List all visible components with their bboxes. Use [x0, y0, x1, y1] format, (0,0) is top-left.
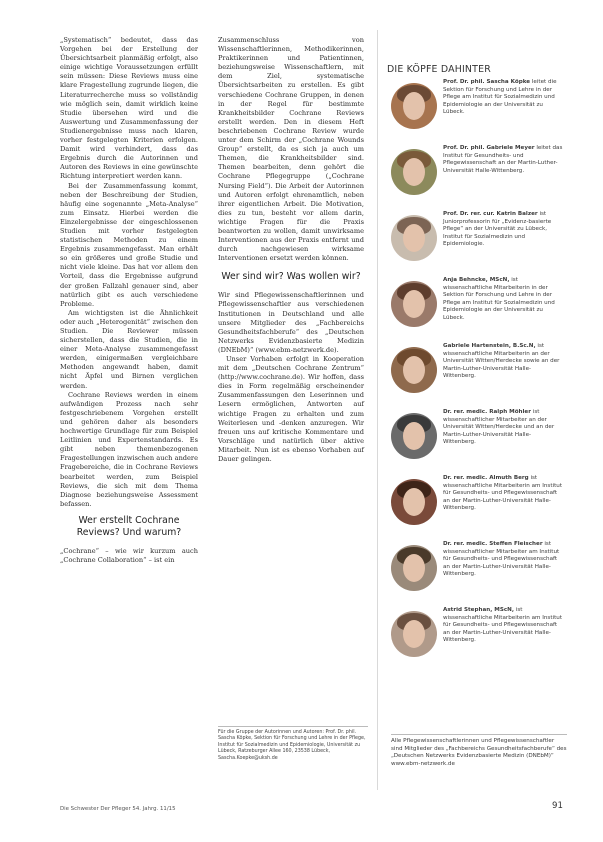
author-bio: leitet die Sektion für Forschung und Lehre in der Pflege am Institut für Sozialmedizin und Epidemiologie an der Universität zu Lübeck. [443, 79, 557, 116]
author-name: Prof. Dr. rer. cur. Katrin Balzer [443, 211, 538, 217]
face-shape [403, 488, 425, 516]
paragraph: Zusammenschluss von Wissenschaftlerinnen, Methodikerinnen, Praktikerinnen und Patientinnen, beziehungsweise Wissenschaftlern, mit dem Ziel, systematische Übersichtsarbeiten zu erstellen. Es gibt verschiedene Cochrane Gruppen, in denen in der Regel für bestimmte Krankheitsbilder Cochrane Reviews erstellt werden. Den in diesem Heft beschriebenen Cochrane Review wurde unter dem Schirm der „Cochrane Wounds Group“ erstellt, da es sich ja auch um Themen, die Krankheitsbilder sind. Themen bearbeiten, denn gehört die Cochrane Pflegegruppe („Cochrane Nursing Field“). Die Arbeit der Autorinnen und Autoren erfolgt ehrenamtlich, neben ihrer eigentlichen Arbeit. Die Motivation, dies zu tun, besteht vor allem darin, wichtige Fragen für die Praxis beantworten zu wollen, damit unwirksame Interventionen aus der Praxis entfernt und durch nachgewiesen wirksame Interventionen ersetzt werden können. [218, 36, 364, 263]
author-entry [387, 277, 565, 343]
author-entry [387, 541, 565, 607]
author-bio: ist wissenschaftlicher Mitarbeiter an der Universität Witten/Herdecke und an der Martin-Luther-Universität Halle-Wittenberg. [443, 409, 555, 446]
author-description [443, 541, 563, 579]
author-photo [391, 83, 437, 129]
face-shape [403, 224, 425, 252]
author-bio: ist wissenschaftliche Mitarbeiterin am Institut für Gesundheits- und Pflegewissenschaft an der Martin-Luther-Universität Halle-Wittenberg. [443, 607, 563, 644]
author-name: Anja Behncke, MScN, [443, 277, 510, 283]
author-photo [391, 413, 437, 459]
author-description [443, 211, 563, 249]
paragraph: Unser Vorhaben erfolgt in Kooperation mit dem „Deutschen Cochrane Zentrum“ (http://www.cochrane.de). Wir hoffen, dass dies in Form regelmäßig erscheinender Zusammenfassungen den Leserinnen und Lesern ermöglichen, Antworten auf wichtige Fragen zu erhalten und zum Weiterlesen und -denken anzuregen. Wir freuen uns auf kritische Kommentare und Vorschläge und natürlich über aktive Mitarbeit. Nun ist es ebenso Vorhaben auf Dauer gelingen. [218, 355, 364, 464]
author-photo [391, 611, 437, 657]
author-entry [387, 79, 565, 145]
section-heading: Wer erstellt Cochrane Reviews? Und warum? [76, 514, 182, 538]
paragraph: Cochrane Reviews werden in einem aufwändigen Prozess nach sehr festgeschriebenem Vorgehen erstellt und gehören daher als besonders hochwertige Grundlage für zum Beispiel Leitlinien und Expertenstandards. Es gibt neben themenbezogenen Fragestellungen inzwischen auch andere Fragebereiche, die in Cochrane Reviews bearbeitet werden, zum Beispiel Reviews, die sich mit dem Thema Diagnose beziehungsweise Assessment befassen. [60, 390, 198, 508]
paragraph: „Cochrane“ – wie wir kurzum auch „Cochrane Collaboration“ – ist ein [60, 546, 198, 564]
authors-sidebar [387, 64, 565, 673]
paragraph: „Systematisch“ bedeutet, dass das Vorgehen bei der Erstellung der Übersichtsarbeit planmäßig erfolgt, also einige wichtige Voraussetzungen erfüllt sein müssen: Diese Reviews muss eine klare Fragestellung zugrunde liegen, die Literaturrecherche muss so vollständig wie möglich sein, damit wirklich keine Studie übersehen wird und die Auswertung und Zusammenfassung der Studienergebnisse muss nach klaren, vorher festgelegten Kriterien erfolgen. Damit wird verhindert, dass das Ergebnis durch die Autorinnen und Autoren des Reviews in eine gewünschte Richtung interpretiert werden kann. [60, 36, 198, 181]
author-description [443, 475, 563, 513]
author-bio: leitet das Institut für Gesundheits- und Pflegewissenschaft an der Martin-Luther-Universität Halle-Wittenberg. [443, 145, 563, 174]
paragraph: Bei der Zusammenfassung kommt, neben der Beschreibung der Studien, häufig eine sogenannte „Meta-Analyse“ zum Einsatz. Hierbei werden die Einzelergebnisse der eingeschlossenen Studien mit vorher festgelegten statistischen Methoden zu einem Ergebnis zusammengefasst. Man erhält so ein größeres und große Studie und nicht viele kleine. Das hat vor allem den Vorteil, dass die Ergebnisse aufgrund der großen Fallzahl genauer sind, aber natürlich gibt es auch verschiedene Probleme. [60, 181, 198, 308]
author-description [443, 145, 563, 175]
author-description [443, 277, 563, 323]
author-description [443, 409, 563, 447]
author-photo [391, 347, 437, 393]
author-bio: ist wissenschaftliche Mitarbeiterin am Institut für Gesundheits- und Pflegewissenschaft an der Martin-Luther-Universität Halle-Wittenberg. [443, 475, 563, 512]
author-bio: ist wissenschaftliche Mitarbeiterin an der Universität Witten/Herdecke sowie an der Martin-Luther-Universität Halle-Wittenberg. [443, 343, 560, 380]
face-shape [403, 620, 425, 648]
author-bio: ist wissenschaftliche Mitarbeiterin in der Sektion für Forschung und Lehre in der Pflege am Institut für Sozialmedizin und Epidemiologie an der Universität zu Lübeck. [443, 277, 555, 321]
author-bio: ist Juniorprofessorin für „Evidenz-basierte Pflege“ an der Universität zu Lübeck, Institut für Sozialmedizin und Epidemiologie. [443, 211, 552, 248]
author-description [443, 79, 563, 117]
face-shape [403, 554, 425, 582]
author-name: Prof. Dr. phil. Sascha Köpke [443, 79, 531, 85]
people-list [387, 79, 565, 673]
author-description [443, 343, 563, 381]
author-name: Prof. Dr. phil. Gabriele Meyer [443, 145, 535, 151]
author-entry [387, 211, 565, 277]
author-photo [391, 215, 437, 261]
author-entry [387, 607, 565, 673]
face-shape [403, 158, 425, 186]
author-name: Gabriele Hartenstein, B.Sc.N, [443, 343, 536, 349]
journal-footer: Die Schwester Der Pfleger 54. Jahrg. 11/15 [60, 806, 176, 812]
author-name: Dr. rer. medic. Steffen Fleischer [443, 541, 543, 547]
author-bio: ist wissenschaftlicher Mitarbeiter am Institut für Gesundheits- und Pflegewissenschaft an der Martin-Luther-Universität Halle-Wittenberg. [443, 541, 560, 578]
author-photo [391, 281, 437, 327]
face-shape [403, 92, 425, 120]
text-column-1 [60, 36, 198, 565]
author-entry [387, 145, 565, 211]
author-photo [391, 479, 437, 525]
text-column-2 [218, 36, 364, 464]
page-number: 91 [552, 801, 563, 811]
paragraph: Wir sind Pflegewissenschaftlerinnen und Pflegewissenschaftler aus verschiedenen Institutionen in Deutschland und alle unsere Mitglieder des „Fachbereichs Gesundheitsfachberufe“ des „Deutschen Netzwerks Evidenzbasierte Medizin (DNEbM)“ (www.ebm-netzwerk.de). [218, 291, 364, 354]
section-heading: Wer sind wir? Was wollen wir? [221, 271, 361, 283]
author-photo [391, 149, 437, 195]
author-footnote: Für die Gruppe der Autorinnen und Autoren: Prof. Dr. phil. Sascha Köpke, Sektion für Forschung und Lehre in der Pflege, Institut für Sozialmedizin und Epidemiologie, Universität zu Lübeck, Ratzeburger Allee 160, 23538 Lübeck, Sascha.Koepke@uksh.de [218, 726, 368, 762]
column-divider [377, 30, 378, 790]
paragraph: Am wichtigsten ist die Ähnlichkeit oder auch „Heterogenität“ zwischen den Studien. Die Reviewer müssen sicherstellen, dass die Studien, die in einer Meta-Analyse zusammengefasst werden, einigermaßen vergleichbare Methoden angewandt haben, damit nicht Äpfel und Birnen verglichen werden. [60, 308, 198, 390]
author-photo [391, 545, 437, 591]
author-entry [387, 343, 565, 409]
face-shape [403, 422, 425, 450]
author-entry [387, 409, 565, 475]
sidebar-title: DIE KÖPFE DAHINTER [387, 64, 491, 75]
author-name: Astrid Stephan, MScN, [443, 607, 514, 613]
author-description [443, 607, 563, 645]
sidebar-footer-note: Alle Pflegewissenschaftlerinnen und Pflegewissenschaftler sind Mitglieder des „Fachbereichs Gesundheitsfachberufe“ des „Deutschen Netzwerks Evidenzbasierte Medizin (DNEbM)“ www.ebm-netzwerk.de [391, 734, 567, 768]
author-entry [387, 475, 565, 541]
author-name: Dr. rer. medic. Ralph Möhler [443, 409, 531, 415]
face-shape [403, 356, 425, 384]
face-shape [403, 290, 425, 318]
author-name: Dr. rer. medic. Almuth Berg [443, 475, 529, 481]
